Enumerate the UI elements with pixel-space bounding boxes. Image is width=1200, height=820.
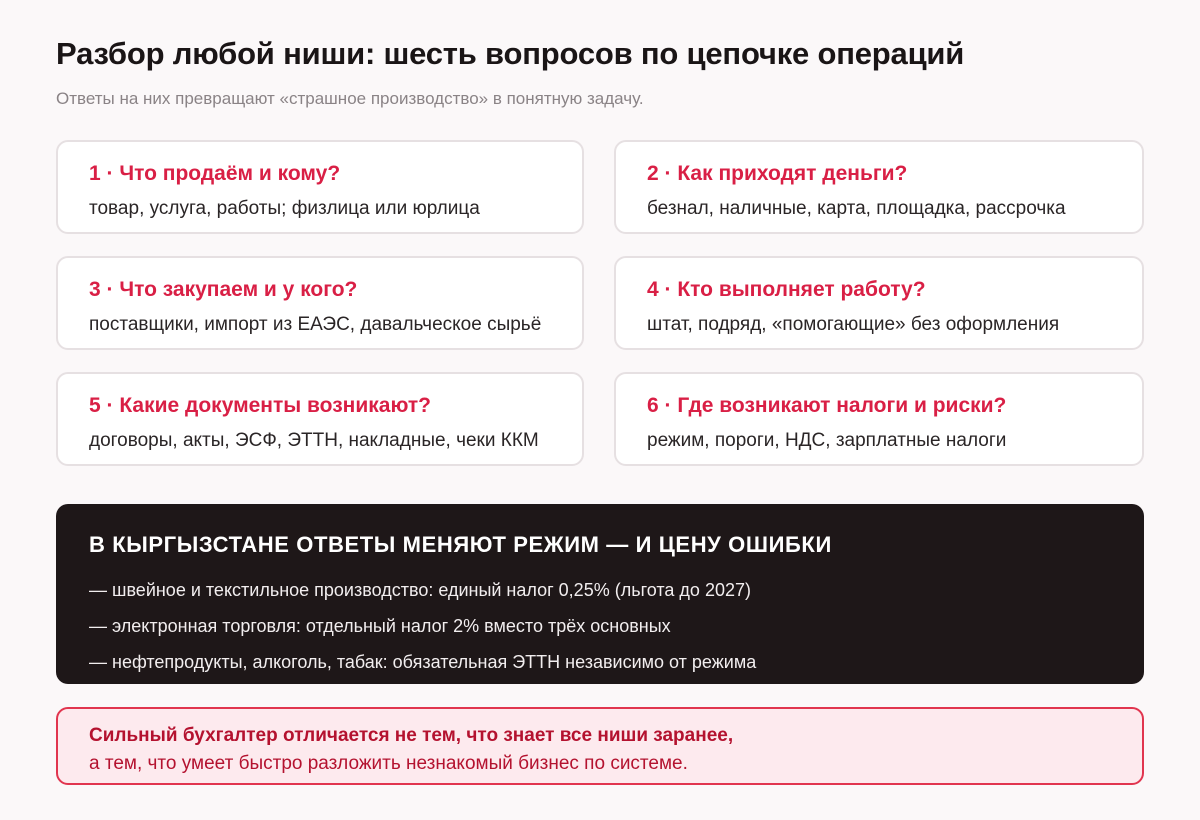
note-line-1: Сильный бухгалтер отличается не тем, что знает все ниши заранее, (89, 725, 734, 746)
note-line-2: а тем, что умеет быстро разложить незнакомый бизнес по системе. (89, 753, 688, 774)
question-answer: поставщики, импорт из ЕАЭС, давальческое сырьё (89, 314, 542, 335)
question-answer: режим, пороги, НДС, зарплатные налоги (647, 430, 1007, 451)
question-card-3 (56, 256, 584, 350)
page-subtitle: Ответы на них превращают «страшное производство» в понятную задачу. (56, 89, 644, 108)
question-card-2 (614, 140, 1144, 234)
question-answer: договоры, акты, ЭСФ, ЭТТН, накладные, чеки ККМ (89, 430, 539, 451)
question-title: 6 · Где возникают налоги и риски? (647, 394, 1007, 417)
page-title: Разбор любой ниши: шесть вопросов по цепочке операций (56, 36, 965, 71)
question-answer: товар, услуга, работы; физлица или юрлица (89, 198, 480, 219)
highlight-item: — нефтепродукты, алкоголь, табак: обязательная ЭТТН независимо от режима (89, 652, 757, 672)
question-answer: безнал, наличные, карта, площадка, рассрочка (647, 198, 1066, 219)
highlight-heading: В КЫРГЫЗСТАНЕ ОТВЕТЫ МЕНЯЮТ РЕЖИМ — И ЦЕНУ ОШИБКИ (89, 532, 832, 557)
accountant-note (56, 707, 1144, 785)
question-title: 5 · Какие документы возникают? (89, 394, 431, 417)
question-title: 1 · Что продаём и кому? (89, 162, 341, 185)
question-title: 2 · Как приходят деньги? (647, 162, 908, 185)
question-card-4 (614, 256, 1144, 350)
question-title: 3 · Что закупаем и у кого? (89, 278, 358, 301)
question-card-6 (614, 372, 1144, 466)
question-card-5 (56, 372, 584, 466)
question-card-1 (56, 140, 584, 234)
highlight-item: — электронная торговля: отдельный налог 2% вместо трёх основных (89, 616, 671, 636)
question-answer: штат, подряд, «помогающие» без оформления (647, 314, 1060, 335)
question-title: 4 · Кто выполняет работу? (647, 278, 926, 301)
highlight-item: — швейное и текстильное производство: единый налог 0,25% (льгота до 2027) (89, 580, 751, 600)
kyrgyzstan-highlight-panel (56, 504, 1144, 684)
